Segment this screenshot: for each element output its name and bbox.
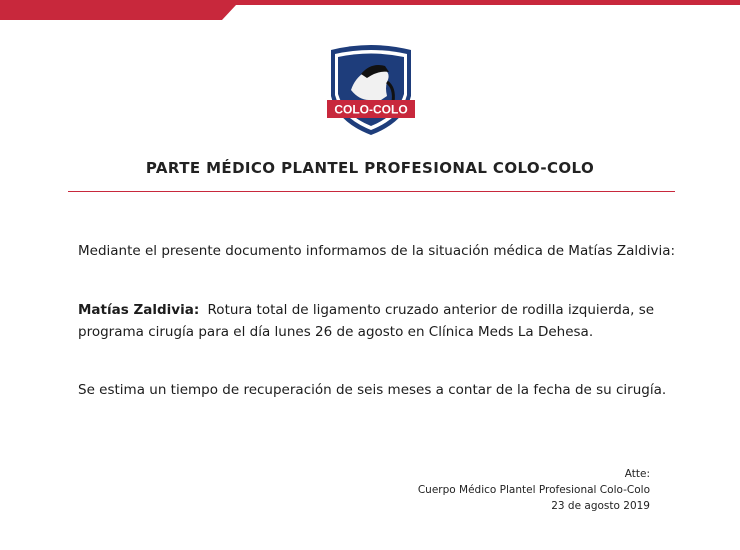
- diagnosis-text: Rotura total de ligamento cruzado anterior de rodilla izquierda, se programa cirugía para el día lunes 26 de agosto en Clínica Meds La Dehesa.: [78, 302, 655, 340]
- club-crest-logo: [325, 44, 417, 136]
- signature-date: 23 de agosto 2019: [551, 500, 650, 512]
- signature-block: [418, 466, 650, 514]
- recovery-paragraph: Se estima un tiempo de recuperación de seis meses a contar de la fecha de su cirugía.: [78, 382, 667, 398]
- signature-greeting: Atte:: [624, 468, 650, 480]
- page-title: PARTE MÉDICO PLANTEL PROFESIONAL COLO-COLO: [145, 159, 595, 177]
- player-name: Matías Zaldivia:: [78, 302, 200, 318]
- intro-paragraph: Mediante el presente documento informamos de la situación médica de Matías Zaldivia:: [78, 243, 676, 259]
- crest-lettering: COLO-COLO: [334, 102, 408, 117]
- title-divider: [68, 191, 675, 192]
- diagnosis-paragraph: [78, 299, 678, 343]
- top-accent-bar: [0, 0, 740, 20]
- signature-department: Cuerpo Médico Plantel Profesional Colo-Colo: [417, 484, 650, 496]
